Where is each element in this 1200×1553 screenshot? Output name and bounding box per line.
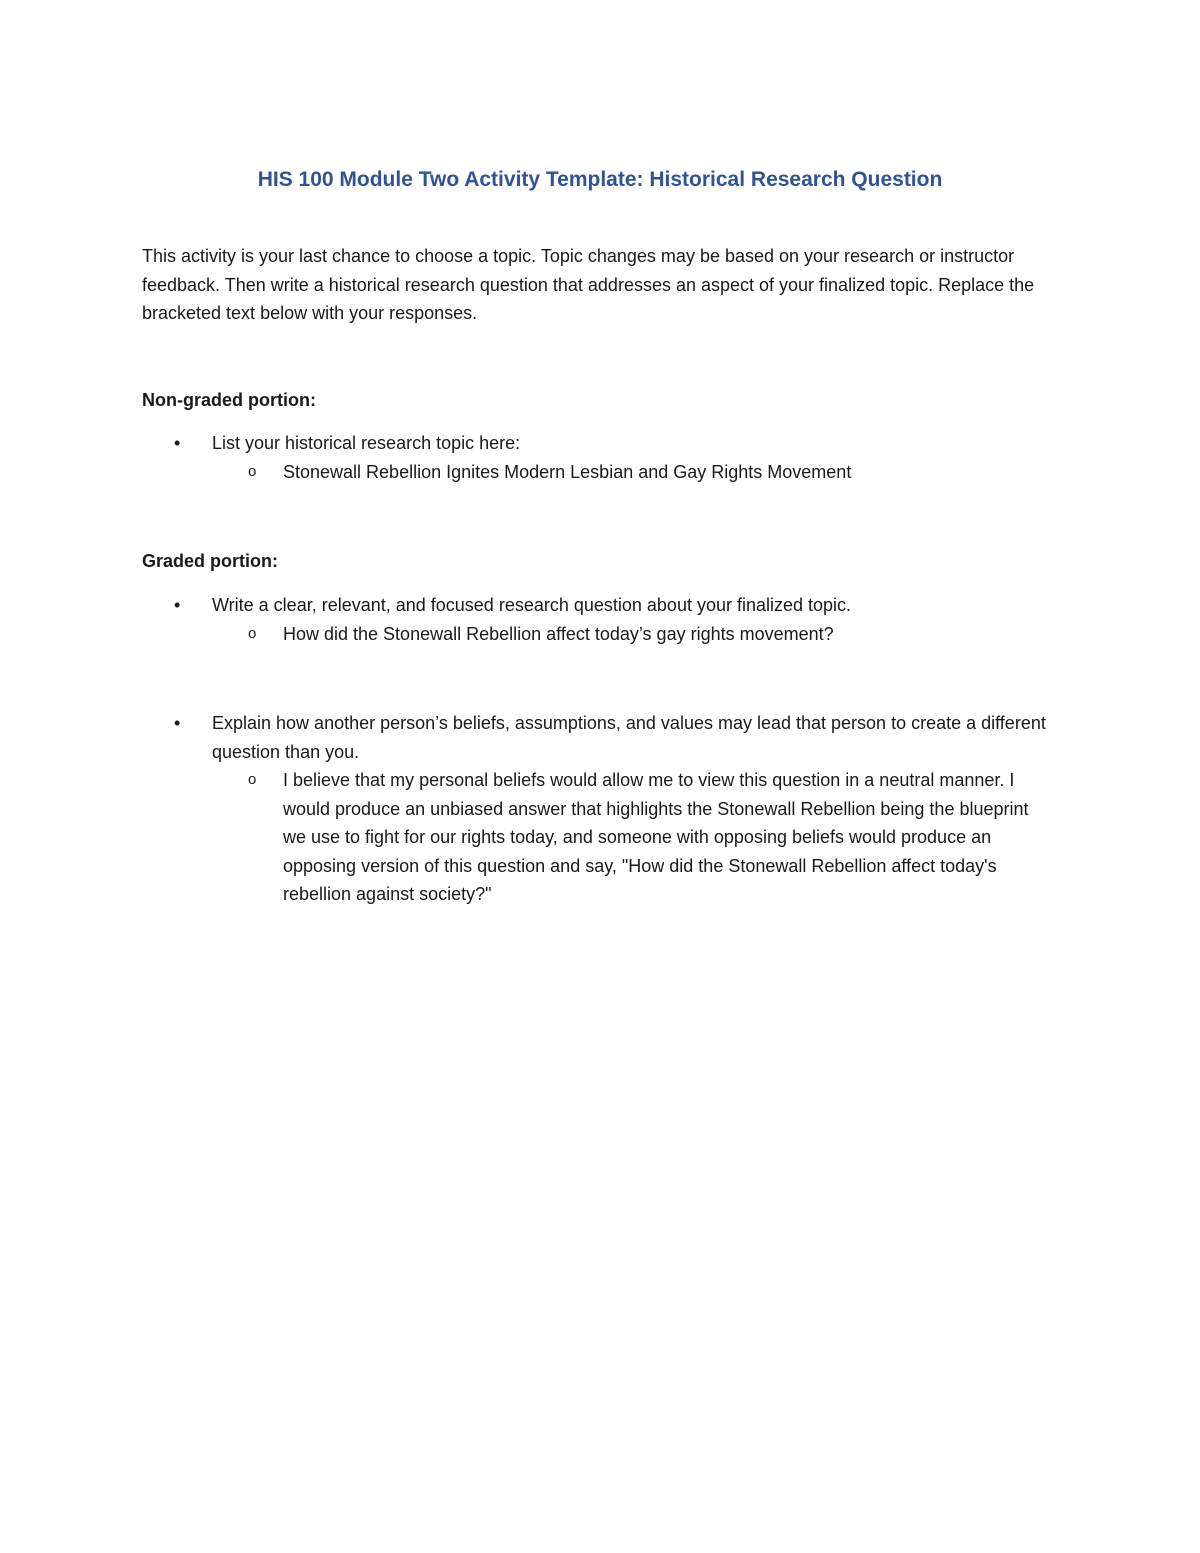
graded-answer-2 xyxy=(142,766,1057,909)
bullet-icon: • xyxy=(174,713,181,733)
non-graded-bullet xyxy=(142,429,1057,458)
sub-bullet-icon: o xyxy=(248,771,257,788)
bullet-icon: • xyxy=(174,595,181,615)
document-title: HIS 100 Module Two Activity Template: Historical Research Question xyxy=(257,168,943,191)
non-graded-answer xyxy=(142,458,1057,487)
non-graded-answer-text: Stonewall Rebellion Ignites Modern Lesbian and Gay Rights Movement xyxy=(283,462,852,482)
non-graded-bullet-text: List your historical research topic here: xyxy=(212,433,521,453)
graded-bullet-2 xyxy=(142,709,1057,766)
sub-bullet-icon: o xyxy=(248,625,257,642)
intro-paragraph: This activity is your last chance to choose a topic. Topic changes may be based on your research or instructor feedback. Then write a historical research question that addresses an aspect of your finalized topic. Replace the bracketed text below with your responses. xyxy=(142,246,1035,323)
non-graded-heading: Non-graded portion: xyxy=(142,390,316,410)
graded-bullet-2-text: Explain how another person’s beliefs, assumptions, and values may lead that person to create a different question than you. xyxy=(212,713,1046,762)
graded-bullet-1-text: Write a clear, relevant, and focused research question about your finalized topic. xyxy=(212,595,852,615)
graded-bullet-1 xyxy=(142,591,1057,620)
graded-answer-1 xyxy=(142,620,1057,649)
graded-answer-2-text: I believe that my personal beliefs would allow me to view this question in a neutral manner. I would produce an unbiased answer that highlights the Stonewall Rebellion being the blueprint we use to fight for our rights today, and someone with opposing beliefs would produce an opposing version of this question and say, "How did the Stonewall Rebellion affect today's rebellion against society?" xyxy=(283,770,1029,904)
bullet-icon: • xyxy=(174,433,181,453)
graded-answer-1-text: How did the Stonewall Rebellion affect today’s gay rights movement? xyxy=(283,624,834,644)
graded-heading: Graded portion: xyxy=(142,551,278,571)
sub-bullet-icon: o xyxy=(248,463,257,480)
